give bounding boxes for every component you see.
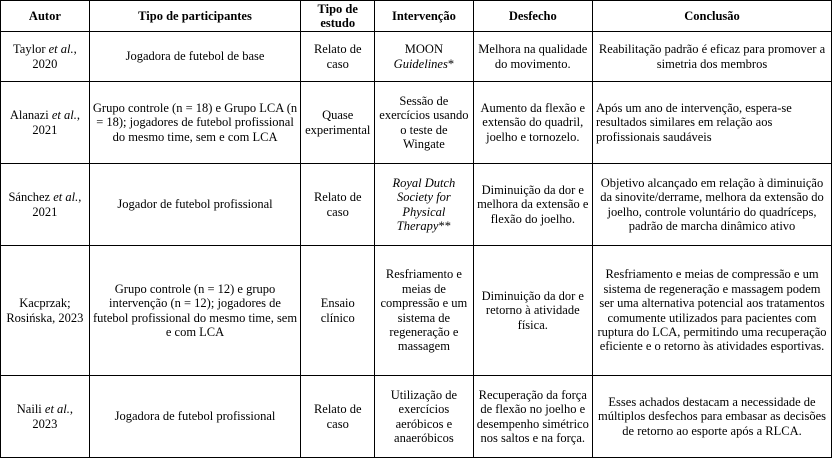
header-row [1, 1, 832, 32]
cell-estudo: Relato de caso [301, 164, 375, 246]
cell-intervencao: Royal Dutch Society for Physical Therapy** [375, 164, 473, 246]
cell-participantes: Grupo controle (n = 12) e grupo intervenção (n = 12); jogadores de futebol profissional do mesmo time, sem e com LCA [89, 246, 300, 376]
header-tipo-estudo: Tipo de estudo [301, 1, 375, 32]
header-intervencao: Intervenção [375, 1, 473, 32]
table-row [1, 32, 832, 82]
table-row [1, 246, 832, 376]
cell-participantes: Grupo controle (n = 18) e Grupo LCA (n = 18); jogadores de futebol profissional do mesmo time, sem e com LCA [89, 82, 300, 164]
cell-intervencao: Resfriamento e meias de compressão e um sistema de regeneração e massagem [375, 246, 473, 376]
cell-estudo: Relato de caso [301, 32, 375, 82]
cell-estudo: Relato de caso [301, 376, 375, 458]
cell-desfecho: Diminuição da dor e melhora da extensão e flexão do joelho. [473, 164, 592, 246]
cell-conclusao: Objetivo alcançado em relação à diminuição da sinovite/derrame, melhora da extensão do joelho, controle voluntário do quadríceps, padrão de marcha dinâmico ativo [593, 164, 832, 246]
header-tipo-participantes: Tipo de participantes [89, 1, 300, 32]
table-row [1, 82, 832, 164]
cell-participantes: Jogadora de futebol de base [89, 32, 300, 82]
cell-autor: Sánchez et al., 2021 [1, 164, 90, 246]
cell-desfecho: Recuperação da força de flexão no joelho e desempenho simétrico nos saltos e na força. [473, 376, 592, 458]
cell-intervencao: MOON Guidelines* [375, 32, 473, 82]
cell-intervencao: Utilização de exercícios aeróbicos e anaeróbicos [375, 376, 473, 458]
header-autor: Autor [1, 1, 90, 32]
cell-autor: Taylor et al., 2020 [1, 32, 90, 82]
cell-desfecho: Aumento da flexão e extensão do quadril, joelho e tornozelo. [473, 82, 592, 164]
cell-estudo: Quase experimental [301, 82, 375, 164]
header-desfecho: Desfecho [473, 1, 592, 32]
cell-autor: Naili et al., 2023 [1, 376, 90, 458]
cell-conclusao: Após um ano de intervenção, espera-se resultados similares em relação aos profissionais saudáveis [593, 82, 832, 164]
cell-intervencao: Sessão de exercícios usando o teste de Wingate [375, 82, 473, 164]
cell-desfecho: Diminuição da dor e retorno à atividade física. [473, 246, 592, 376]
cell-participantes: Jogador de futebol profissional [89, 164, 300, 246]
cell-conclusao: Resfriamento e meias de compressão e um sistema de regeneração e massagem podem ser uma alternativa potencial aos tratamentos comumente utilizados para pacientes com ruptura do LCA, permitindo uma recuperação eficiente e o retorno às atividades esportivas. [593, 246, 832, 376]
cell-conclusao: Esses achados destacam a necessidade de múltiplos desfechos para embasar as decisões de retorno ao esporte após a RLCA. [593, 376, 832, 458]
table-row [1, 164, 832, 246]
header-conclusao: Conclusão [593, 1, 832, 32]
cell-conclusao: Reabilitação padrão é eficaz para promover a simetria dos membros [593, 32, 832, 82]
cell-participantes: Jogadora de futebol profissional [89, 376, 300, 458]
cell-autor: Kacprzak; Rosińska, 2023 [1, 246, 90, 376]
table-row [1, 376, 832, 458]
cell-desfecho: Melhora na qualidade do movimento. [473, 32, 592, 82]
cell-estudo: Ensaio clínico [301, 246, 375, 376]
cell-autor: Alanazi et al., 2021 [1, 82, 90, 164]
